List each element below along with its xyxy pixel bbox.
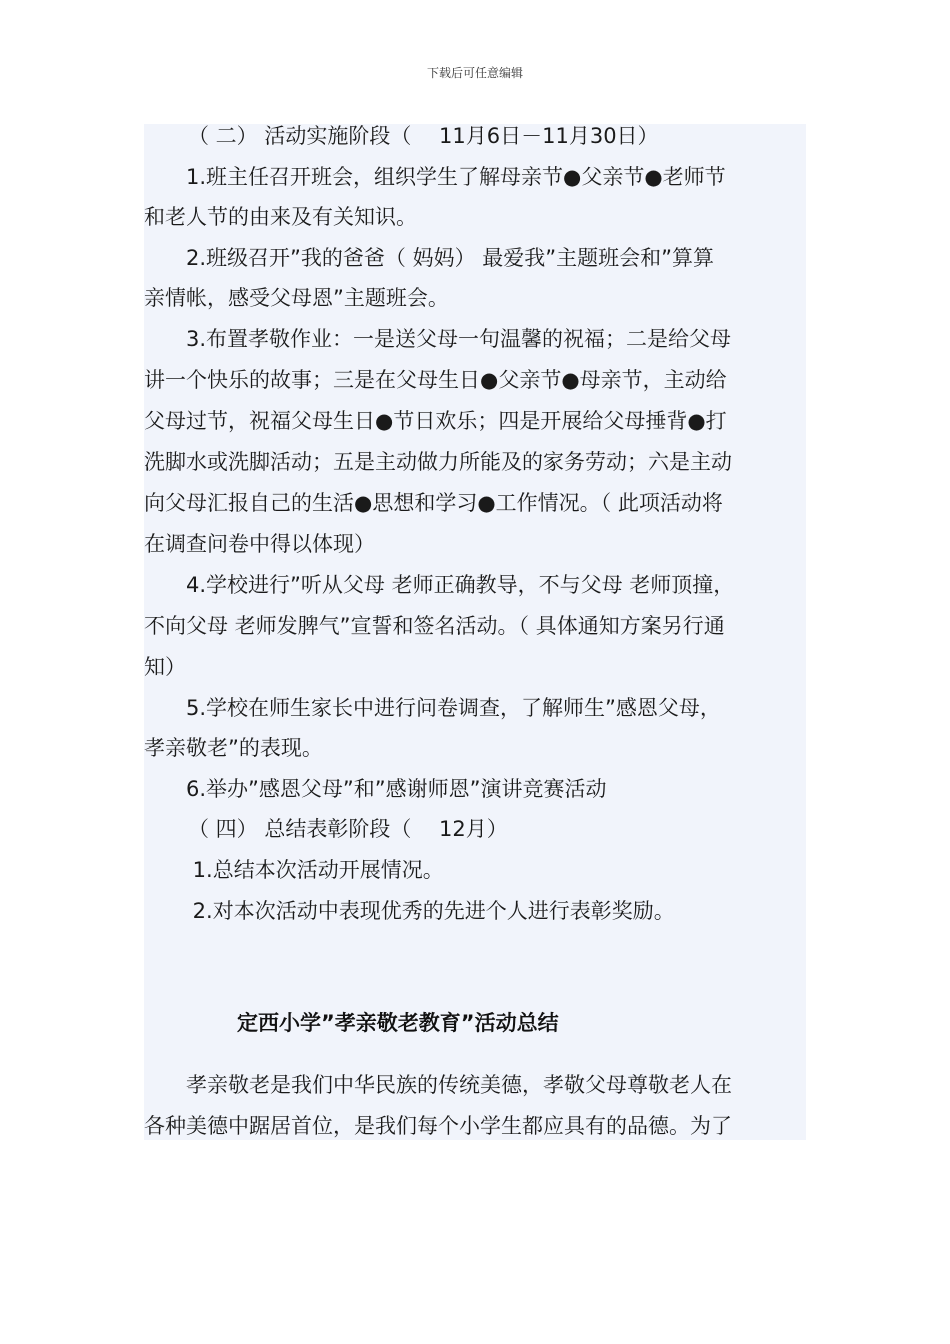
- list-item: 1.总结本次活动开展情况。: [144, 858, 444, 882]
- section-heading: （ 二） 活动实施阶段（ 11月6日－11月30日）: [188, 124, 659, 148]
- paragraph-line: 6.举办”感恩父母”和”感谢师恩”演讲竞赛活动: [144, 777, 607, 801]
- paragraph-line: 1.班主任召开班会，组织学生了解母亲节●父亲节●老师节: [144, 165, 726, 189]
- paragraph-line: 孝亲敬老是我们中华民族的传统美德，孝敬父母尊敬老人在: [144, 1073, 732, 1097]
- paragraph-line: 5.学校在师生家长中进行问卷调查，了解师生”感恩父母，: [144, 696, 721, 720]
- paragraph-line: 洗脚水或洗脚活动；五是主动做力所能及的家务劳动；六是主动: [144, 450, 732, 474]
- paragraph-line: 向父母汇报自己的生活●思想和学习●工作情况。（ 此项活动将: [144, 491, 723, 515]
- paragraph-line: 亲情帐，感受父母恩”主题班会。: [144, 286, 449, 310]
- paragraph-line: 在调查问卷中得以体现）: [144, 532, 375, 556]
- paragraph-line: 4.学校进行”听从父母 老师正确教导，不与父母 老师顶撞，: [144, 573, 735, 597]
- list-item: 2.对本次活动中表现优秀的先进个人进行表彰奖励。: [144, 899, 675, 923]
- paragraph-line: 3.布置孝敬作业：一是送父母一句温馨的祝福；二是给父母: [144, 327, 732, 351]
- paragraph-line: 知）: [144, 655, 186, 679]
- section-heading: （ 四） 总结表彰阶段（ 12月）: [188, 817, 508, 841]
- paragraph-line: 和老人节的由来及有关知识。: [144, 205, 417, 229]
- summary-title: 定西小学”孝亲敬老教育”活动总结: [237, 1011, 559, 1035]
- paragraph-line: 父母过节，祝福父母生日●节日欢乐；四是开展给父母捶背●打: [144, 409, 727, 433]
- document-body: [144, 124, 806, 1140]
- page-header: 下载后可任意编辑: [426, 66, 523, 80]
- paragraph-line: 孝亲敬老”的表现。: [144, 736, 323, 760]
- paragraph-line: 讲一个快乐的故事；三是在父母生日●父亲节●母亲节，主动给: [144, 368, 727, 392]
- paragraph-line: 2.班级召开”我的爸爸（ 妈妈） 最爱我”主题班会和”算算: [144, 246, 715, 270]
- paragraph-line: 不向父母 老师发脾气”宣誓和签名活动。（ 具体通知方案另行通: [144, 614, 725, 638]
- paragraph-line: 各种美德中踞居首位，是我们每个小学生都应具有的品德。为了: [144, 1114, 732, 1138]
